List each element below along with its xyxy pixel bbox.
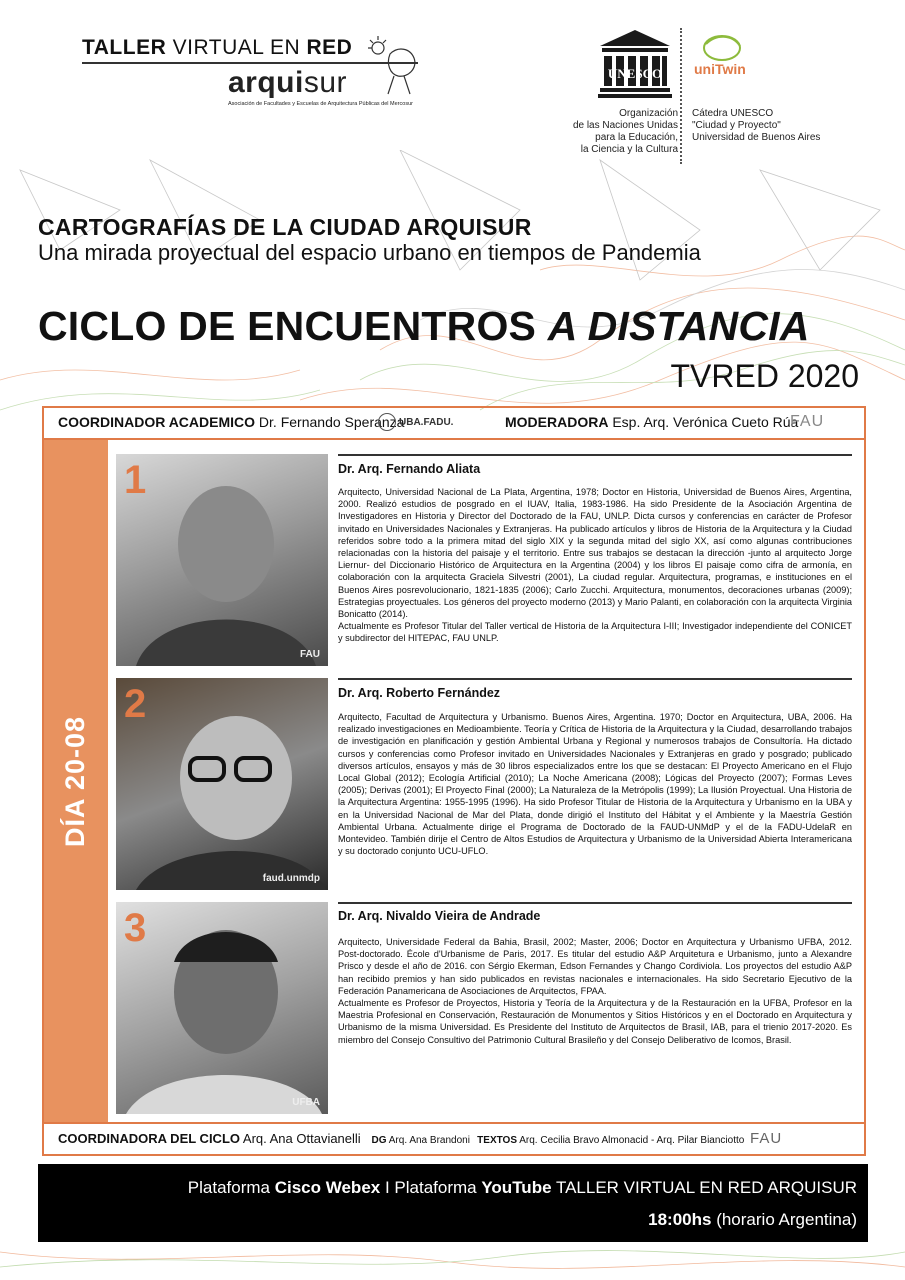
speaker-photo: [116, 902, 328, 1114]
frame-divider-bottom: [44, 1122, 864, 1124]
speaker-name: Dr. Arq. Roberto Fernández: [338, 686, 501, 700]
unesco-description: Organización de las Naciones Unidas para la Educación, la Ciencia y la Cultura: [572, 108, 678, 155]
speaker-number: 1: [124, 458, 147, 502]
main-title: CARTOGRAFÍAS DE LA CIUDAD ARQUISUR: [38, 214, 532, 240]
speaker-name: Dr. Arq. Fernando Aliata: [338, 462, 481, 476]
speaker-divider: [338, 454, 852, 456]
moderator: MODERADORA Esp. Arq. Verónica Cueto Rúa: [505, 414, 799, 430]
unesco-word: UNESCO: [607, 66, 663, 81]
edition-label: TVRED 2020: [670, 358, 859, 394]
mascot-icon: [364, 32, 422, 102]
speaker-bio: Arquitecto, Facultad de Arquitectura y Urbanismo. Buenos Aires, Argentina. 1970; Doctor en Arquitectura, UBA, 2006. Ha realizado investigaciones en Medioambiente. Teoría y Crítica de Historia de la Arquitectura y la Ciudad, desarrollando trabajos de investigación en planificación y gestión Ambiental Urbana y Regional y numerosos trabajos de Consultoría. Ha dictado cursos y conferencias como Profesor invitado en Universidades Nacionales y Extranjeras en grado y posgrado; publicado diversos artículos, ensayos y más de 30 libros especializados entre los que se destacan: El Proyecto Americano en el Flujo Local Global (2012); Ecología Artificial (2010); La Noche Americana (2008); Lógicas del Proyecto (2007); Formas Leves (2005); Derivas (2001); El Proyecto Final (2000); La Naturaleza de la Metrópolis (1999); La Ilusión Proyectual. Una Historia de la Arquitectura Argentina: 1955-1995 (1996). Ha sido Profesor Titular de Historia de la Arquitectura y Urbanismo en la UBA y en la Universidad Nacional de Mar del Plata, donde dirigió el Instituto del Hábitat y el Ambiente y la Maestría Gestión Ambiental Urbana. Actualmente dirige el Programa de Doctorado de la FAUD-UNMdP y el de la FADU-UdelaR en Montevideo. También dirije el Centro de Altos Estudios de Arquitectura y Urbanismo de la Universidad Abierta Interamericana y su doctorado conjunto UCU-UFLO.: [338, 712, 852, 857]
decorative-pattern-bottom: [0, 1242, 905, 1280]
speaker-bio: Arquitecto, Universidade Federal da Bahia, Brasil, 2002; Master, 2006; Doctor en Arquitectura y Urbanismo UFBA, 2012. Post-doctorado. École d'Urbanisme de Paris, 2017. Es titular del estudio A&P Arquitetura e Urbanismo, junto a Alexandre Prisco y desde el año de 2016. con Sérgio Ekerman, Edson Fernandes y Chango Cordiviola. Los proyectos del estudio A&P han recibido premios y han sido publicados en revistas nacionales e internacionales. Ha sido Secretario Ejecutivo de la Federación Panamericana de Asociaciones de Arquitectos, FPAA. Actualmente es Profesor de Proyectos, Historia y Teoría de la Arquitectura y de la Restauración en la UFBA, Profesor en la Maestria Profesional en Conservación, Restauración de Monumentos y Sitios Históricos y en el Doctorado en Arquitectura y Urbanismo de la misma Universidad. Es Presidente del Instituto de Arquitectos de Brasil, IAB, para el trienio 2017-2020. Es miembro del Consejo Consultivo del Patrimonio Cultural Brasileño y del Consejo Deliberativo de Icomos, Brasil.: [338, 937, 852, 1045]
subtitle: Una mirada proyectual del espacio urbano en tiempos de Pandemia: [38, 240, 701, 265]
speaker-photo: [116, 454, 328, 666]
speaker-photo: [116, 678, 328, 890]
photo-brand: FAU: [300, 649, 320, 660]
photo-brand: UFBA: [292, 1097, 320, 1108]
portrait-silhouette: [116, 902, 328, 1114]
photo-brand: faud.unmdp: [262, 873, 320, 884]
frame-divider-top: [44, 438, 864, 440]
speaker-bio: Arquitecto, Universidad Nacional de La Plata, Argentina, 1978; Doctor en Historia, Universidad de Buenos Aires, Argentina, 2000. Realizó estudios de posgrado en el IUAV, Italia, 1983-1986. Ha sido Presidente de la Asociación Argentina de Investigadores en Historia y Director del Doctorado de la FAU, UNLP. Dicta cursos y conferencias en carácter de Profesor invitado en Universidades Nacionales y Extranjeras. Ha publicado artículos y libros de Historia de la Arquitectura y la Ciudad referidos sobre todo a la primera mitad del siglo XIX y la segunda mitad del siglo XX, así como algunas contribuciones relacionadas con la historia del paisaje y el territorio. Entre sus trabajos se destacan la dirección -junto al arquitecto Jorge Liernur- del Diccionario Histórico de Arquitectura en la Argentina (2004) y los libros El paisaje como cifra de armonía, en colaboración con la arquitecta Graciela Silvestri (2001), La ciudad regular. Arquitectura, programas, e instituciones en el Buenos Aires posrevolucionario, 1821-1835 (2006); Carlo Zucchi. Arquitectura, monumentos, decoraciones urbanas (2009); Estrategias proyectuales. Los géneros del proyecto moderno (2013) y Mario Palanti, en colaboración con la arquitecta Virginia Bonicatto (2014). Actualmente es Profesor Titular del Taller vertical de Historia de la Arquitectura I-III; Investigador independiente del CONICET y subdirector del HITEPAC, FAU UNLP.: [338, 487, 852, 644]
association-name: Asociación de Facultades y Escuelas de Arquitectura Públicas del Mercosur: [228, 101, 413, 107]
speaker-number: 2: [124, 682, 147, 726]
arquisur-logo: arquisur: [228, 66, 348, 99]
schedule-info: 18:00hs (horario Argentina): [648, 1210, 857, 1229]
speaker-divider: [338, 678, 852, 680]
speaker-name: Dr. Arq. Nivaldo Vieira de Andrade: [338, 909, 541, 923]
uba-fadu-logo: UBA.FADU.: [378, 413, 453, 431]
fau-logo: FAU: [790, 413, 825, 430]
speaker-number: 3: [124, 906, 147, 950]
academic-coordinator: COORDINADOR ACADEMICO Dr. Fernando Speranza: [58, 414, 405, 430]
portrait-silhouette: [116, 678, 328, 890]
portrait-silhouette: [116, 454, 328, 666]
cycle-title: CICLO DE ENCUENTROS A DISTANCIA: [38, 303, 810, 349]
speaker-divider: [338, 902, 852, 904]
unitwin-logo: [692, 30, 762, 100]
unitwin-description: Cátedra UNESCO "Ciudad y Proyecto" Universidad de Buenos Aires: [692, 108, 821, 143]
platform-band: [38, 1164, 868, 1242]
fau-logo: FAU: [750, 1130, 783, 1147]
platform-info: Plataforma Cisco Webex I Plataforma YouTube TALLER VIRTUAL EN RED ARQUISUR: [187, 1178, 857, 1197]
taller-title: TALLER VIRTUAL EN RED: [82, 36, 353, 59]
uba-seal-icon: [378, 413, 396, 431]
unitwin-word: uniTwin: [694, 61, 746, 77]
unesco-logo: [596, 28, 674, 100]
day-label: DÍA 20-08: [60, 715, 91, 847]
credits-row: COORDINADORA DEL CICLO Arq. Ana Ottavianelli DG Arq. Ana Brandoni TEXTOS Arq. Cecilia Bravo Almonacid - Arq. Pilar Bianciotto: [58, 1131, 745, 1146]
header-divider: [680, 28, 686, 164]
